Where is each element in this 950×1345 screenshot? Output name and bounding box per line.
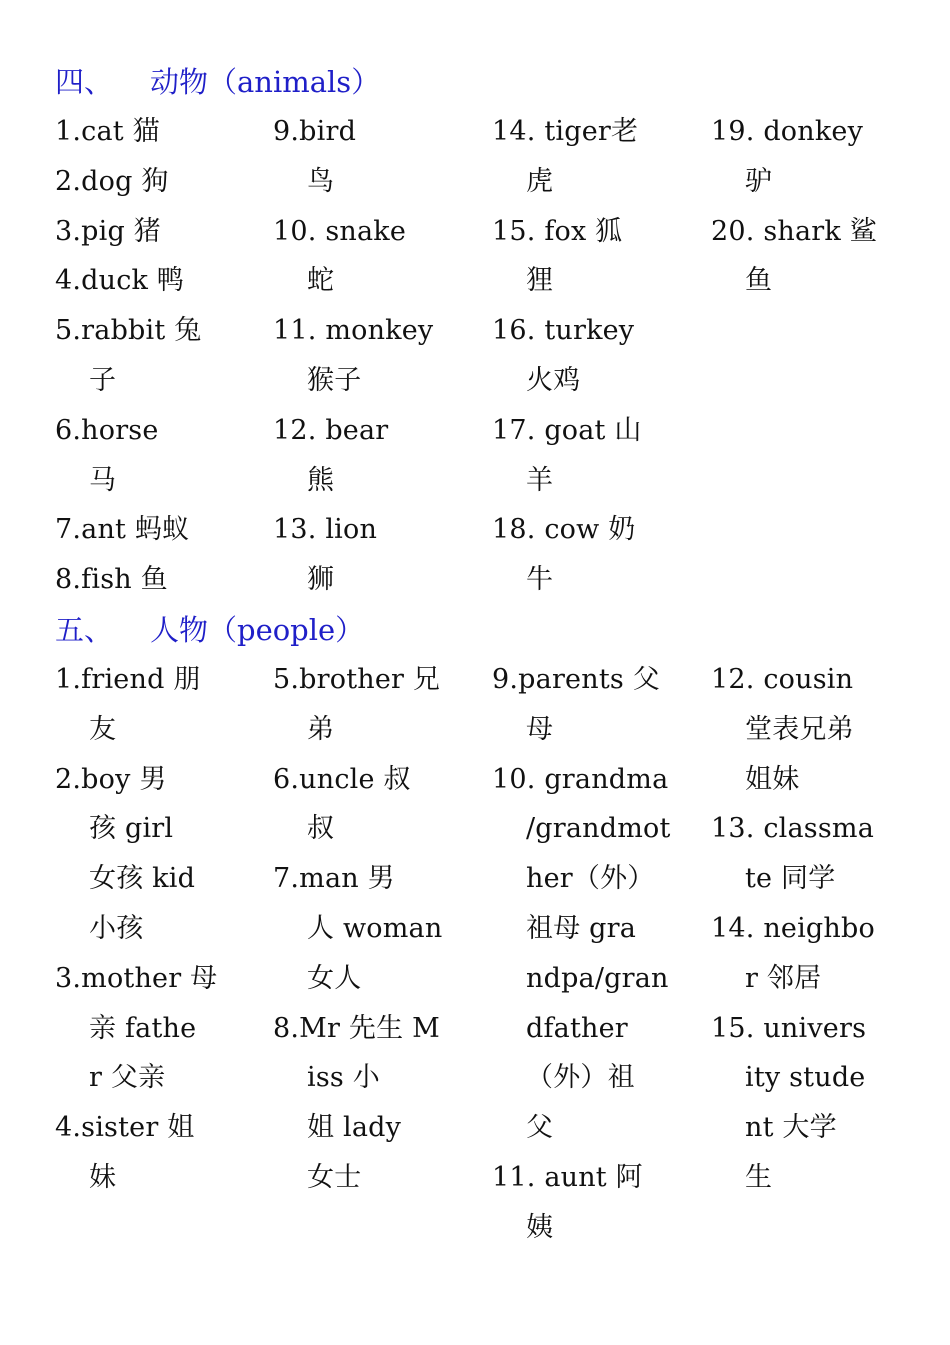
vocab-entry-continuation: 叔 — [307, 813, 335, 845]
vocab-entry-continuation: 狸 — [526, 265, 554, 297]
animals-column-4 — [711, 107, 941, 306]
vocab-entry-continuation: te 同学 — [745, 863, 836, 895]
vocab-entry-continuation: dfather — [526, 1012, 628, 1044]
vocab-entry-line: 1.cat 猫 — [55, 116, 160, 147]
vocab-entry-line: 13. lion — [273, 514, 378, 546]
vocab-entry-continuation: nt 大学 — [745, 1112, 837, 1144]
vocab-entry-line: 11. monkey — [273, 315, 434, 347]
vocab-entry-continuation: 祖母 gra — [526, 912, 637, 944]
vocab-entry-continuation: 子 — [89, 364, 117, 396]
vocab-entry-continuation: ity stude — [745, 1062, 866, 1094]
vocab-entry-line: 12. bear — [273, 414, 389, 446]
section-heading-people — [55, 605, 364, 655]
vocab-entry-line: 15. fox 狐 — [492, 215, 623, 247]
vocab-entry-continuation: 人 woman — [307, 912, 443, 944]
section-title: 动物（animals） — [150, 65, 381, 99]
vocab-entry-line: 17. goat 山 — [492, 414, 642, 446]
people-column-4 — [711, 655, 941, 1203]
vocab-entry-continuation: 姐妹 — [745, 763, 800, 795]
vocab-entry-line: 10. snake — [273, 215, 407, 247]
vocab-entry-line: 8.fish 鱼 — [55, 564, 168, 596]
vocab-entry-line: 14. tiger老 — [492, 116, 639, 147]
vocab-entry-continuation: 牛 — [526, 564, 554, 596]
vocab-entry-line: 5.rabbit 兔 — [55, 315, 202, 347]
vocab-entry-continuation: 弟 — [307, 713, 335, 745]
vocab-entry-continuation: 猴子 — [307, 364, 362, 396]
vocab-entry-line: 4.sister 姐 — [55, 1112, 195, 1144]
section-title: 人物（people） — [150, 613, 365, 647]
vocab-entry-continuation: r 父亲 — [89, 1062, 166, 1094]
vocab-entry-line: 3.mother 母 — [55, 962, 218, 994]
vocab-entry-line: 13. classma — [711, 813, 874, 845]
vocab-entry-line: 16. turkey — [492, 315, 635, 347]
vocab-entry-line: 3.pig 猪 — [55, 215, 161, 247]
vocab-entry-continuation: 女人 — [307, 962, 362, 994]
vocab-entry-continuation: 姨 — [526, 1211, 554, 1243]
vocab-entry-continuation: her（外） — [526, 863, 655, 895]
vocab-entry-continuation: 马 — [89, 464, 117, 496]
vocab-entry-continuation: 小孩 — [89, 912, 144, 944]
people-column-2 — [273, 655, 488, 1203]
vocab-entry-line: 2.dog 狗 — [55, 165, 169, 197]
vocab-entry-continuation: 鸟 — [307, 165, 335, 197]
section-heading-animals — [55, 57, 380, 107]
vocab-entry-line: 14. neighbo — [711, 912, 875, 944]
vocab-entry-line: 6.horse — [55, 414, 159, 446]
vocab-entry-continuation: 鱼 — [745, 265, 773, 297]
vocab-entry-continuation: 蛇 — [307, 265, 335, 297]
vocab-entry-continuation: 女孩 kid — [89, 863, 196, 895]
section-number: 五、 — [55, 613, 114, 647]
vocab-entry-continuation: 火鸡 — [526, 364, 581, 396]
vocab-entry-line: 10. grandma — [492, 763, 669, 795]
vocab-entry-line: 9.bird — [273, 116, 357, 147]
vocab-entry-line: 15. univers — [711, 1012, 867, 1044]
people-column-3 — [492, 655, 707, 1253]
vocab-entry-continuation: 姐 lady — [307, 1112, 402, 1144]
vocab-entry-line: 6.uncle 叔 — [273, 763, 411, 795]
vocab-entry-line: 5.brother 兄 — [273, 664, 441, 695]
vocab-entry-continuation: 女士 — [307, 1161, 362, 1193]
vocab-entry-continuation: 生 — [745, 1161, 773, 1193]
vocab-entry-continuation: 驴 — [745, 165, 773, 197]
vocab-entry-continuation: 妹 — [89, 1161, 117, 1193]
vocab-entry-continuation: 熊 — [307, 464, 335, 496]
people-column-1 — [55, 655, 270, 1203]
vocab-entry-continuation: 羊 — [526, 464, 554, 496]
vocab-entry-continuation: ndpa/gran — [526, 962, 669, 994]
vocab-entry-line: 2.boy 男 — [55, 763, 167, 795]
vocab-entry-continuation: 友 — [89, 713, 117, 745]
vocab-entry-continuation: 孩 girl — [89, 813, 174, 845]
vocab-entry-continuation: r 邻居 — [745, 962, 822, 994]
vocab-entry-continuation: 母 — [526, 713, 554, 745]
vocab-entry-line: 19. donkey — [711, 116, 864, 147]
animals-column-3 — [492, 107, 707, 605]
vocab-entry-continuation: /grandmot — [526, 813, 671, 845]
vocab-entry-continuation: 父 — [526, 1112, 554, 1144]
vocab-entry-line: 4.duck 鸭 — [55, 265, 185, 297]
vocab-entry-line: 11. aunt 阿 — [492, 1161, 643, 1193]
vocab-entry-line: 7.man 男 — [273, 863, 395, 895]
vocab-entry-continuation: 亲 fathe — [89, 1012, 197, 1044]
vocab-entry-line: 7.ant 蚂蚁 — [55, 514, 190, 546]
vocab-entry-line: 18. cow 奶 — [492, 514, 636, 546]
vocab-entry-continuation: 虎 — [526, 165, 554, 197]
vocab-entry-continuation: 狮 — [307, 564, 335, 596]
vocab-entry-continuation: 堂表兄弟 — [745, 713, 854, 745]
vocab-entry-line: 8.Mr 先生 M — [273, 1012, 440, 1044]
animals-column-1 — [55, 107, 270, 605]
vocab-entry-line: 20. shark 鲨 — [711, 215, 877, 247]
section-number: 四、 — [55, 65, 114, 99]
vocab-entry-line: 12. cousin — [711, 664, 854, 695]
vocab-entry-continuation: （外）祖 — [526, 1062, 635, 1094]
vocab-entry-line: 9.parents 父 — [492, 664, 660, 695]
vocab-entry-line: 1.friend 朋 — [55, 664, 201, 695]
vocab-entry-continuation: iss 小 — [307, 1062, 380, 1094]
animals-column-2 — [273, 107, 488, 605]
